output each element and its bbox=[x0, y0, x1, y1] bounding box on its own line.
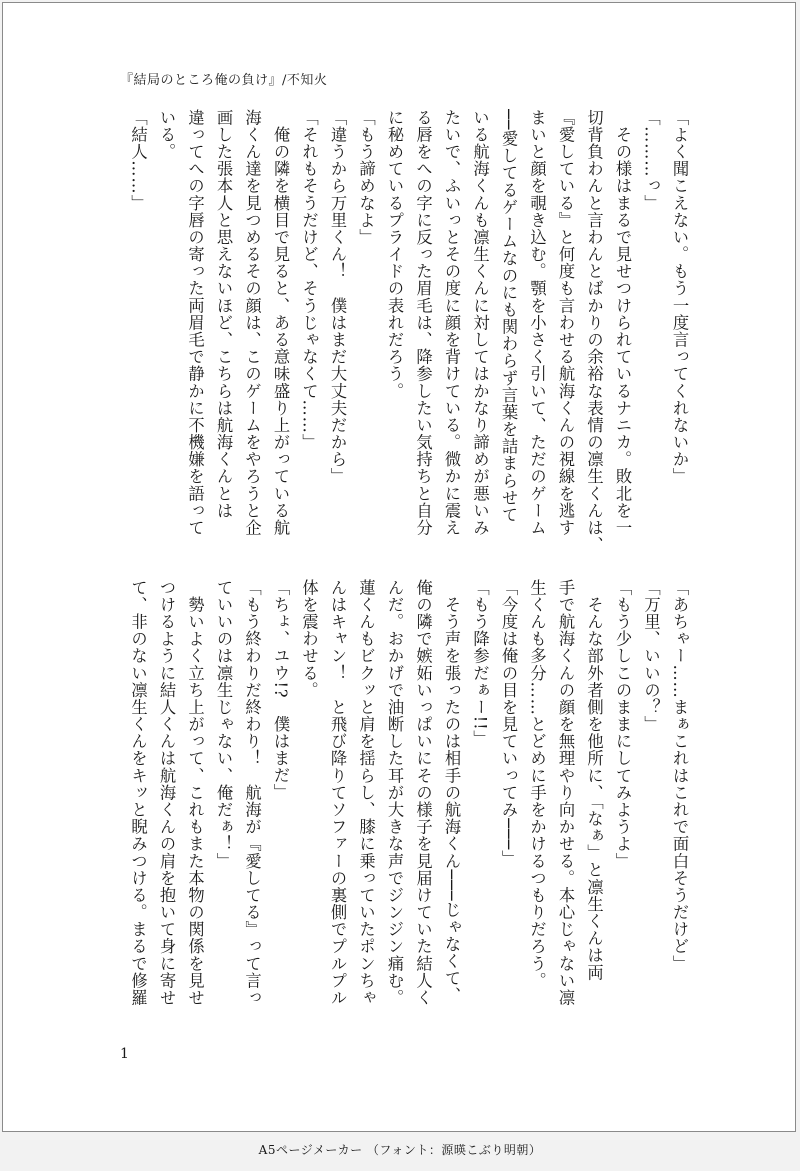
bottom-text-line: そんな部外者側を他所に、「なぁ」と凛生くんは両 bbox=[584, 579, 604, 982]
bottom-text-line: 勢いよく立ち上がって、これもまた本物の関係を見せ bbox=[185, 579, 205, 1007]
top-text-line: その様はまるで見せつけられているナニカ。敗北を一 bbox=[613, 109, 632, 537]
bottom-text-line: 「もう少しこのままにしてみようよ」 bbox=[613, 579, 632, 870]
document-page bbox=[2, 2, 796, 1132]
page-number: 1 bbox=[120, 1046, 129, 1062]
top-text-line: まいと顔を覗き込む。顎を小さく引いて、ただのゲーム bbox=[527, 109, 547, 537]
top-text-line: たいで、ふいっとその度に顔を背けている。微かに震え bbox=[442, 109, 461, 537]
bottom-text-line: て、非のない凛生くんをキッと睨みつける。まるで修羅 bbox=[128, 579, 148, 1007]
bottom-text-line: 体を震わせる。 bbox=[299, 579, 319, 699]
bottom-text-line: 手で航海くんの顔を無理やり向かせる。本心じゃない凛 bbox=[556, 579, 575, 1007]
bottom-text-line: つけるように結人くんは航海くんの肩を抱いて身に寄せ bbox=[157, 579, 176, 1007]
top-text-line: に秘めているプライドの表れだろう。 bbox=[385, 109, 404, 400]
bottom-text-line: んはキャン！ と飛び降りてソファーの裏側でプルプル bbox=[328, 579, 347, 1007]
top-text-line: 「………っ」 bbox=[641, 109, 661, 212]
top-text-line: 「結人……」 bbox=[128, 109, 148, 212]
page-header-title: 『結局のところ俺の負け』/不知火 bbox=[120, 73, 328, 88]
top-text-line: 海くん達を見つめるその顔は、このゲームをやろうと企 bbox=[242, 109, 262, 537]
bottom-text-line: ていいのは凛生じゃない、俺だぁ！」 bbox=[214, 579, 233, 870]
top-text-line: いる。 bbox=[157, 109, 176, 161]
footer-caption: A5ページメーカー （フォント：源暎こぶり明朝） bbox=[258, 1143, 542, 1157]
bottom-text-line: 「もう終わりだ終わり！ 航海が『愛してる』って言っ bbox=[242, 579, 262, 1007]
bottom-text-line: 「もう降参だぁー!!」 bbox=[470, 579, 490, 748]
bottom-text-line: 俺の隣で嫉妬いっぱいにその様子を見届けていた結人く bbox=[413, 579, 433, 1007]
bottom-text-line: 生くんも多分……とどめに手をかけるつもりだろう。 bbox=[527, 579, 547, 990]
bottom-text-line: 「ちょ、ユウ!? 僕はまだ」 bbox=[271, 579, 290, 801]
top-text-line: 切背負わんと言わんとばかりの余裕な表情の凛生くんは、 bbox=[584, 109, 604, 554]
bottom-text-line: 蓮くんもビクッと肩を揺らし、膝に乗っていたポンちゃ bbox=[356, 579, 376, 1007]
top-text-line: 違ってへの字唇の寄った両眉毛で静かに不機嫌を語って bbox=[185, 109, 205, 537]
top-text-line: る唇をへの字に反った眉毛は、降参したい気持ちと自分 bbox=[413, 109, 433, 537]
bottom-text-line: そう声を張ったのは相手の航海くん───じゃなくて、 bbox=[442, 579, 461, 1004]
top-text-line: いる航海くんも凛生くんに対してはかなり諦めが悪いみ bbox=[470, 109, 490, 537]
top-text-line: 「よく聞こえない。もう一度言ってくれないか」 bbox=[670, 109, 689, 485]
text-block-bottom bbox=[113, 579, 693, 1029]
top-text-line: 俺の隣を横目で見ると、ある意味盛り上がっている航 bbox=[271, 109, 290, 537]
bottom-text-line: 「あちゃー……まぁこれはこれで面白そうだけど」 bbox=[670, 579, 689, 973]
top-text-line: ──愛してるゲームなのにも関わらず言葉を詰まらせて bbox=[499, 109, 518, 524]
top-text-line: 画した張本人と思えないほど、こちらは航海くんとは bbox=[214, 109, 233, 520]
bottom-text-line: 「万里、いいの？」 bbox=[641, 579, 661, 733]
top-text-line: 「違うから万里くん！ 僕はまだ大丈夫だから」 bbox=[328, 109, 347, 485]
top-text-line: 『愛している』と何度も言わせる航海くんの視線を逃す bbox=[556, 109, 575, 537]
bottom-text-line: んだ。おかげで油断した耳が大きな声でジンジン痛む。 bbox=[385, 579, 404, 1007]
top-text-line: 「もう諦めなよ」 bbox=[356, 109, 376, 246]
text-block-top bbox=[113, 109, 693, 559]
top-text-line: 「それもそうだけど、そうじゃなくて……」 bbox=[299, 109, 319, 451]
bottom-text-line: 「今度は俺の目を見ていってみ───」 bbox=[499, 579, 518, 868]
